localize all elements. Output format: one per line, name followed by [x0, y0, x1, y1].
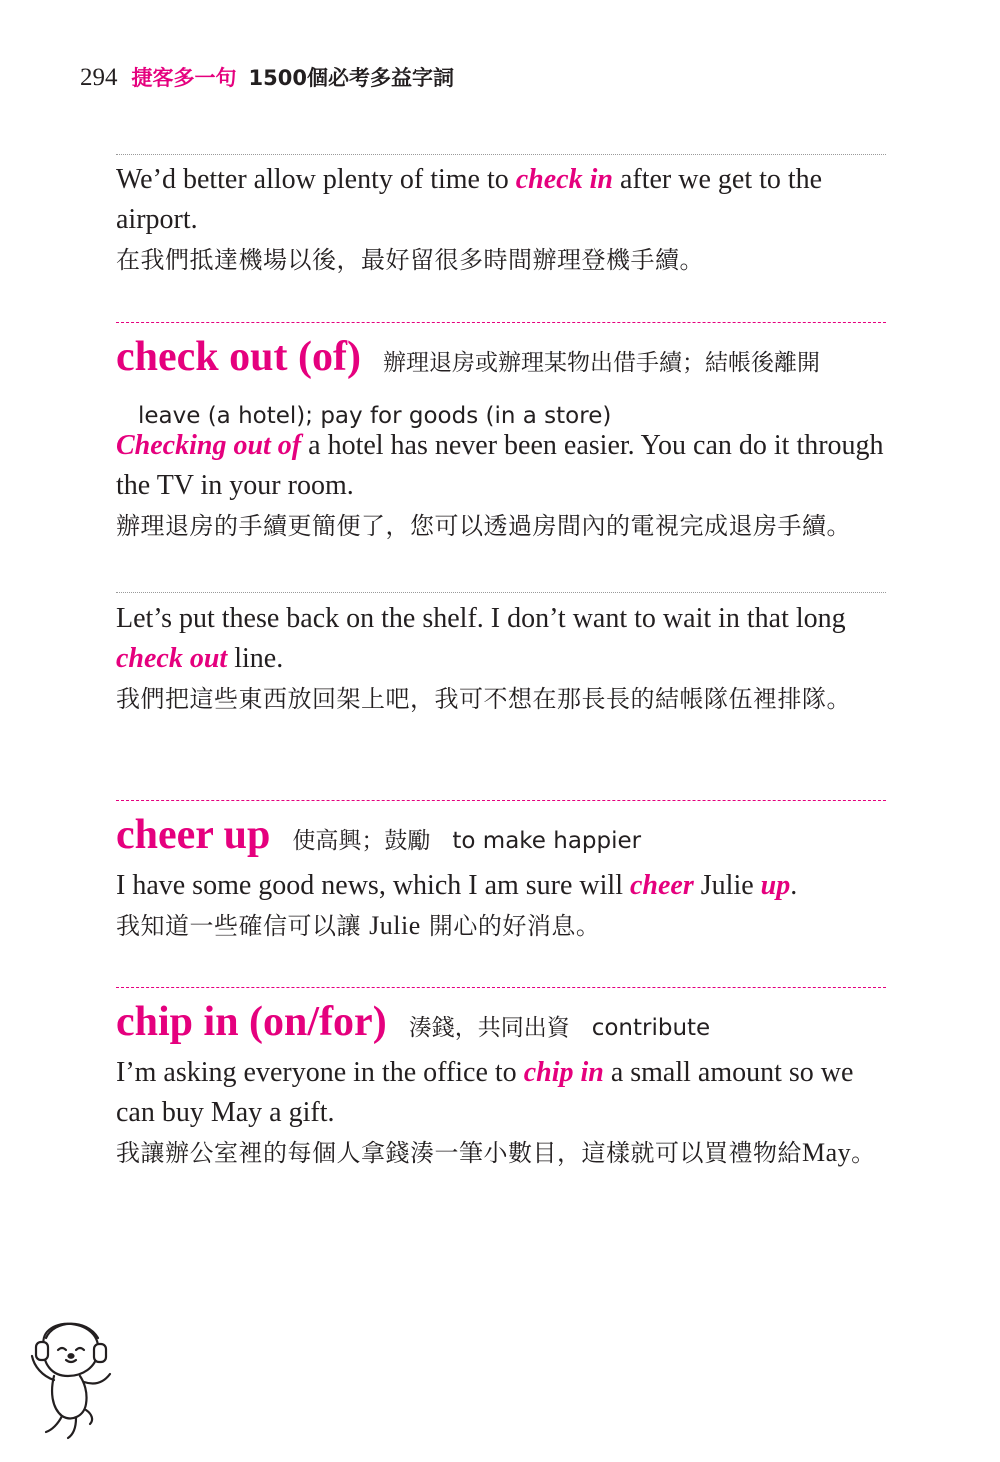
example-cheer-up — [116, 866, 886, 946]
example-translation-zh: 在我們抵達機場以後，最好留很多時間辦理登機手續。 — [116, 246, 704, 274]
entry-header-chip-in — [116, 997, 886, 1056]
entry-divider — [116, 987, 886, 988]
definition-zh: 辦理退房或辦理某物出借手續；結帳後離開 — [382, 350, 820, 376]
highlighted-phrase: check in — [515, 164, 613, 195]
example-sentence-en: Let’s put these back on the shelf. I don’t want to wait in that long check out line. — [116, 603, 846, 674]
headword: check out (of) — [116, 334, 361, 380]
example-translation-zh: 我們把這些東西放回架上吧，我可不想在那長長的結帳隊伍裡排隊。 — [116, 685, 851, 713]
dotted-divider — [116, 154, 886, 155]
entry-divider — [116, 800, 886, 801]
highlighted-phrase: chip in — [523, 1057, 604, 1088]
headword: cheer up — [116, 812, 271, 858]
example-translation-zh: 辦理退房的手續更簡便了，您可以透過房間內的電視完成退房手續。 — [116, 512, 851, 540]
highlighted-phrase: check out — [116, 643, 228, 674]
page-header — [80, 62, 454, 98]
highlighted-phrase: up — [760, 870, 791, 901]
highlighted-phrase: Checking out of — [116, 430, 302, 461]
headword: chip in (on/for) — [116, 999, 387, 1045]
definition-en: leave (a hotel); pay for goods (in a store) — [138, 403, 612, 429]
dotted-divider — [116, 592, 886, 593]
bear-mascot-with-headphones-icon — [24, 1316, 116, 1442]
entry-divider — [116, 322, 886, 323]
entry-header-cheer-up — [116, 810, 886, 869]
example-check-in — [116, 160, 886, 280]
book-brand: 捷客多一句 — [131, 66, 237, 90]
example-translation-zh: 我知道一些確信可以讓 Julie 開心的好消息。 — [116, 911, 601, 940]
example-check-out-1 — [116, 426, 886, 546]
example-sentence-en: We’d better allow plenty of time to check in after we get to the airport. — [116, 164, 823, 235]
highlighted-phrase: cheer — [630, 870, 694, 901]
definition-zh: 使高興；鼓勵 — [292, 828, 431, 854]
example-sentence-en: I’m asking everyone in the office to chip in a small amount so we can buy May a gift. — [116, 1057, 854, 1128]
page-number: 294 — [80, 64, 118, 91]
book-title: 1500個必考多益字詞 — [248, 66, 454, 90]
definition-en: contribute — [591, 1015, 711, 1041]
example-sentence-en: I have some good news, which I am sure will cheer Julie up. — [116, 870, 798, 901]
definition-en: to make happier — [452, 828, 642, 854]
example-sentence-en: Checking out of a hotel has never been easier. You can do it through the TV in your room. — [116, 430, 884, 501]
definition-zh: 湊錢，共同出資 — [408, 1015, 570, 1041]
example-check-out-2 — [116, 599, 886, 719]
example-translation-zh: 我讓辦公室裡的每個人拿錢湊一筆小數目，這樣就可以買禮物給May。 — [116, 1138, 876, 1167]
example-chip-in — [116, 1053, 886, 1173]
